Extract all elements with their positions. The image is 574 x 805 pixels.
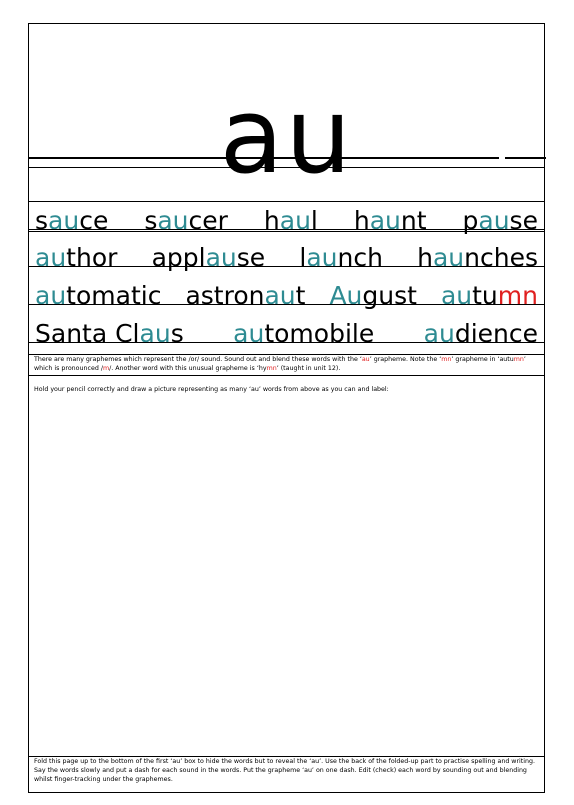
word-row-4	[35, 317, 538, 351]
word: automatic	[35, 281, 162, 310]
writing-line	[29, 342, 544, 343]
word: August	[329, 281, 417, 310]
word: Santa Claus	[35, 319, 184, 348]
writing-line	[29, 304, 544, 305]
word-row-1	[35, 204, 538, 238]
divider	[29, 201, 544, 202]
divider	[29, 167, 544, 168]
word: pause	[462, 206, 538, 235]
writing-line	[29, 266, 544, 267]
heading-baseline	[29, 157, 499, 159]
word: astronaut	[185, 281, 306, 310]
instruction-fold: Fold this page up to the bottom of the first ‘au’ box to hide the words but to reveal the ‘au’. Use the back of the folded-up part to practise spelling and writing. Say the words slowly and put a dash for each sound in the words. Put the grapheme ‘au’ on one dash. Edit (check) each word by sounding out and blending whilst finger-tracking under the graphemes.	[34, 758, 536, 783]
grapheme-heading: au	[219, 75, 354, 197]
word: audience	[423, 319, 538, 348]
word: saucer	[144, 206, 228, 235]
instruction-graphemes: There are many graphemes which represent the /or/ sound. Sound out and blend these words with the ‘au’ grapheme. Note the ‘mn’ grapheme in ‘autumn’ which is pronounced /m/. Another word with this unusual grapheme is ‘hymn’ (taught in unit 12).	[34, 356, 526, 372]
worksheet-frame	[28, 23, 545, 793]
word: launch	[299, 243, 383, 272]
word: haul	[263, 206, 318, 235]
word: haunt	[353, 206, 427, 235]
word: haunches	[417, 243, 538, 272]
divider	[29, 375, 544, 376]
divider	[29, 229, 544, 230]
word: autumn	[440, 281, 538, 310]
word: applause	[151, 243, 266, 272]
word-row-2	[35, 241, 538, 275]
writing-line	[29, 231, 544, 232]
instruction-drawing: Hold your pencil correctly and draw a picture representing as many ‘au’ words from above as you can and label:	[34, 386, 389, 393]
word: author	[35, 243, 118, 272]
word: automobile	[233, 319, 375, 348]
word: sauce	[35, 206, 109, 235]
word-row-3	[35, 279, 538, 313]
heading-dash	[505, 157, 546, 159]
